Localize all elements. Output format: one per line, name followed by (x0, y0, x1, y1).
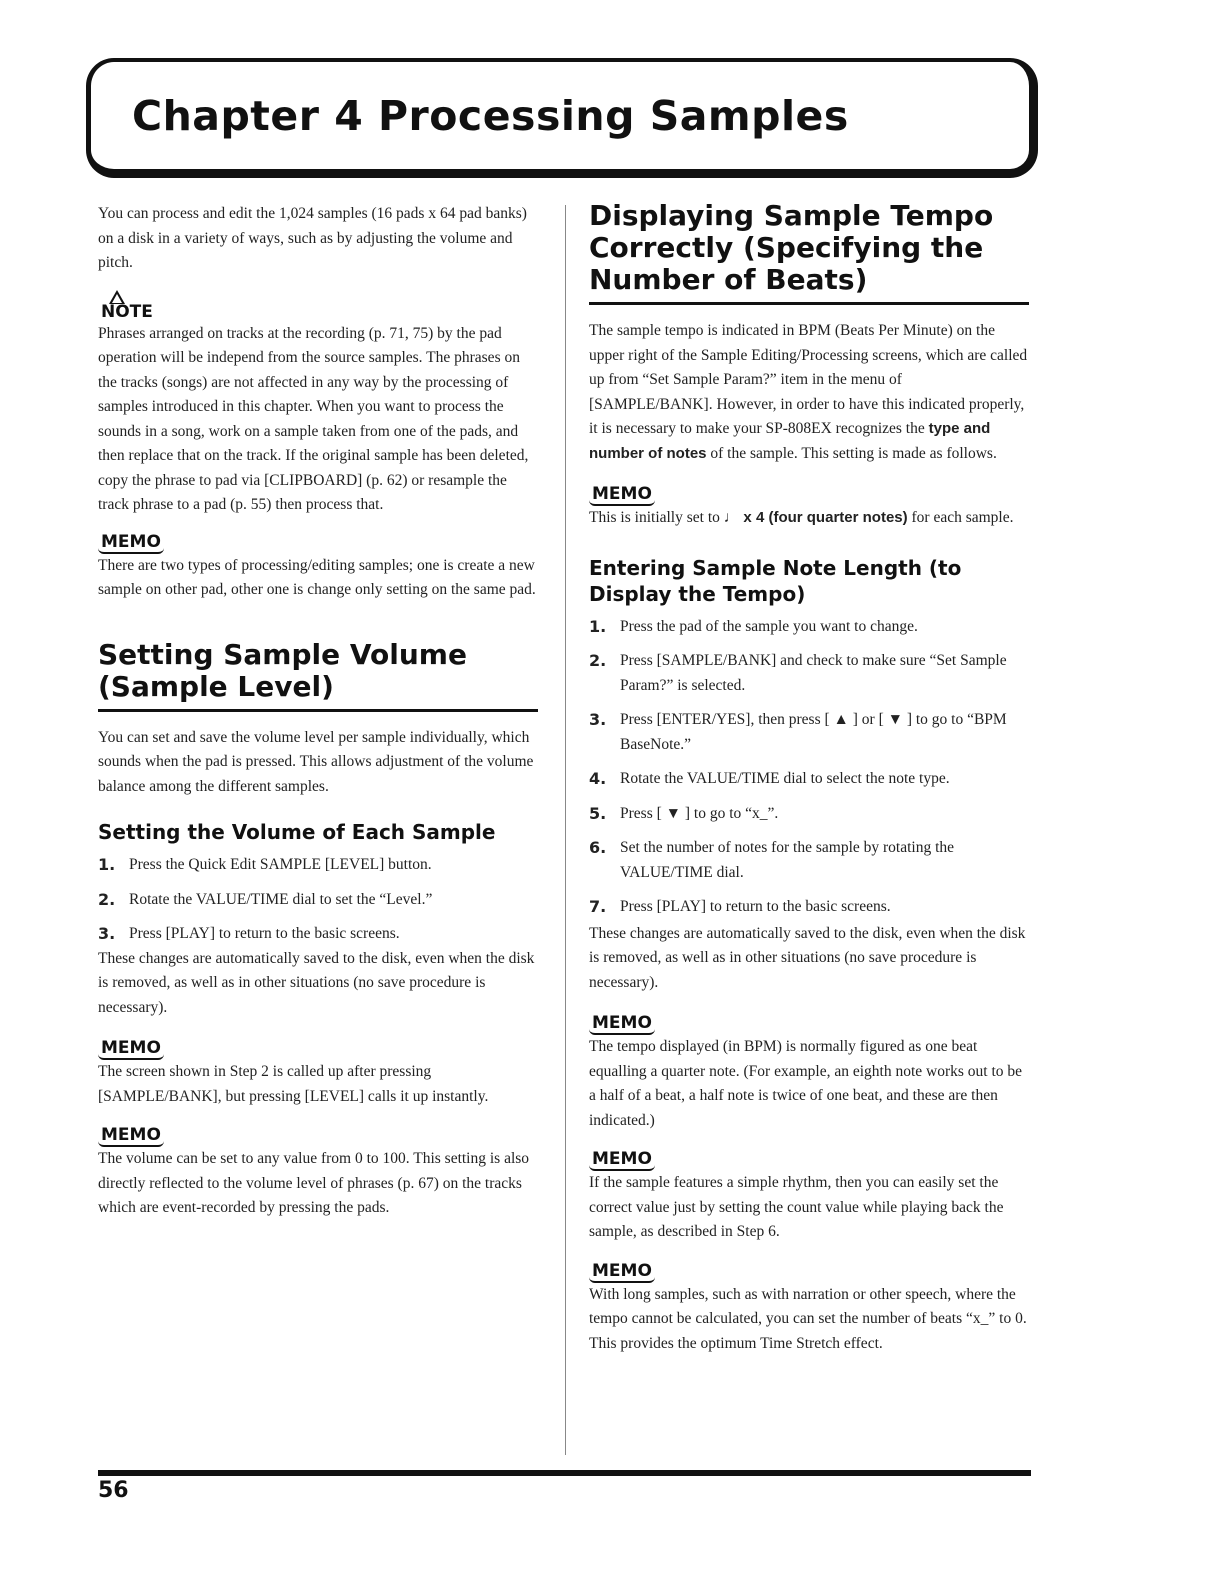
column-divider (565, 205, 566, 1455)
volume-steps (98, 853, 538, 947)
step-item (589, 895, 1029, 920)
memo-block (98, 1038, 538, 1109)
memo-icon: MEMO (589, 484, 655, 506)
memo-emphasis: x 4 (four quarter notes) (739, 509, 908, 526)
memo-icon: MEMO (98, 532, 164, 554)
step-text: Rotate the VALUE/TIME dial to set the “Level.” (129, 890, 433, 908)
intro-emphasis: type and number of notes (589, 420, 991, 462)
right-column (589, 200, 1029, 1356)
step-text: Press [SAMPLE/BANK] and check to make sure “Set Sample Param?” is selected. (620, 652, 1007, 694)
memo-block (98, 1125, 538, 1221)
memo-text-part: This is initially set to (589, 509, 724, 526)
memo-text: The volume can be set to any value from 0 to 100. This setting is also directly reflected to the volume level of phrases (p. 67) on the tracks which are event-recorded by pressing the pads. (98, 1150, 530, 1216)
step-text: Press the Quick Edit SAMPLE [LEVEL] button. (129, 856, 432, 873)
note-text: Phrases arranged on tracks at the recording (p. 71, 75) by the pad operation will be independ from the source samples. The phrases on the tracks (songs) are not affected in any way by the processing of samples introduced in this chapter. When you want to process the sounds in a song, work on a sample taken from one of the pads, and then replace that on the track. If the original sample has been deleted, copy the phrase to pad via [CLIPBOARD] (p. 62) or resample the track phrase to a pad (p. 55) then process that. (98, 324, 529, 513)
step-text: Press [ ▼ ] to go to “x_”. (620, 804, 779, 822)
step-number: 7. (589, 897, 607, 916)
step-text: Press [PLAY] to return to the basic screens. (620, 898, 891, 915)
step-item (98, 853, 538, 878)
memo-block (589, 484, 1029, 531)
subsection-title-note-length: Entering Sample Note Length (to Display the Tempo) (589, 555, 962, 606)
memo-icon: MEMO (589, 1261, 655, 1283)
step-item (98, 922, 538, 947)
step-number: 4. (589, 769, 607, 788)
tempo-steps (589, 615, 1029, 920)
step-number: 3. (589, 710, 607, 729)
memo-block (98, 532, 538, 603)
note-icon: NOTE (98, 302, 156, 322)
step-text: Rotate the VALUE/TIME dial to select the note type. (620, 770, 950, 787)
step-text: Set the number of notes for the sample by rotating the VALUE/TIME dial. (620, 839, 955, 881)
intro-paragraph: You can process and edit the 1,024 samples (16 pads x 64 pad banks) on a disk in a variety of ways, such as by adjusting the volume and pitch. (98, 205, 527, 271)
step-number: 3. (98, 924, 116, 943)
step-number: 1. (98, 855, 116, 874)
quarter-note-icon: ♩ (723, 509, 740, 526)
intro-text: The sample tempo is indicated in BPM (Beats Per Minute) on the upper right of the Sample Editing/Processing screens, which are called up from “Set Sample Param?” item in the menu of [SAMPLE/BANK]. However, in order to have this indicated properly, it is necessary to make your SP-808EX recognizes the (589, 322, 1028, 437)
memo-text: With long samples, such as with narration or other speech, where the tempo cannot be calculated, you can set the number of beats “x_” to 0. This provides the optimum Time Stretch effect. (589, 1285, 1027, 1352)
step-item (589, 649, 1029, 698)
step-text: Press [ENTER/YES], then press [ ▲ ] or [ ▼ ] to go to “BPM BaseNote.” (620, 711, 1007, 753)
step-item (589, 767, 1029, 792)
memo-text: The screen shown in Step 2 is called up after pressing [SAMPLE/BANK], but pressing [LEVEL] calls it up instantly. (98, 1063, 489, 1105)
memo-block (589, 1013, 1029, 1133)
memo-text: There are two types of processing/editing samples; one is create a new sample on other pad, other one is change only setting on the same pad. (98, 556, 536, 598)
step-item (589, 802, 1029, 827)
step-item (589, 708, 1029, 757)
memo-icon: MEMO (98, 1038, 164, 1060)
memo-text (589, 506, 1029, 531)
memo-icon: MEMO (589, 1013, 655, 1035)
step-item (589, 615, 1029, 640)
memo-icon: MEMO (98, 1125, 164, 1147)
footer-rule (98, 1470, 1031, 1476)
memo-block (589, 1149, 1029, 1245)
step-number: 1. (589, 616, 607, 636)
step-number: 6. (589, 838, 607, 857)
section-title-volume: Setting Sample Volume (Sample Level) (98, 639, 538, 712)
memo-text-part: for each sample. (907, 509, 1014, 526)
after-steps-text: These changes are automatically saved to the disk, even when the disk is removed, as well as in other situations (no save procedure is necessary). (589, 924, 1026, 991)
tempo-intro (589, 319, 1029, 466)
page-number: 56 (98, 1478, 129, 1503)
step-item (589, 836, 1029, 885)
after-steps-text: These changes are automatically saved to the disk, even when the disk is removed, as well as in other situations (no save procedure is necessary). (98, 949, 535, 1016)
chapter-title: Chapter 4 Processing Samples (132, 92, 849, 140)
step-number: 5. (589, 803, 607, 823)
memo-text: If the sample features a simple rhythm, then you can easily set the correct value just by setting the count value while playing back the sample, as described in Step 6. (589, 1174, 1004, 1240)
memo-text: The tempo displayed (in BPM) is normally figured as one beat equalling a quarter note. (For example, an eighth note works out to be a half of a beat, a half note is twice of one beat, and these are then indicated.) (589, 1038, 1023, 1129)
memo-icon: MEMO (589, 1149, 655, 1171)
volume-intro: You can set and save the volume level per sample individually, which sounds when the pad is pressed. This allows adjustment of the volume balance among the different samples. (98, 728, 534, 795)
step-text: Press the pad of the sample you want to change. (620, 617, 918, 635)
subsection-title-volume: Setting the Volume of Each Sample (98, 820, 496, 844)
step-number: 2. (98, 889, 116, 909)
section-title-tempo: Displaying Sample Tempo Correctly (Specifying the Number of Beats) (589, 200, 1029, 305)
step-text: Press [PLAY] to return to the basic screens. (129, 925, 400, 942)
step-number: 2. (589, 651, 607, 670)
left-column (98, 200, 538, 1221)
step-item (98, 888, 538, 913)
note-block (98, 302, 538, 518)
memo-block (589, 1261, 1029, 1357)
intro-text: of the sample. This setting is made as follows. (706, 444, 997, 462)
